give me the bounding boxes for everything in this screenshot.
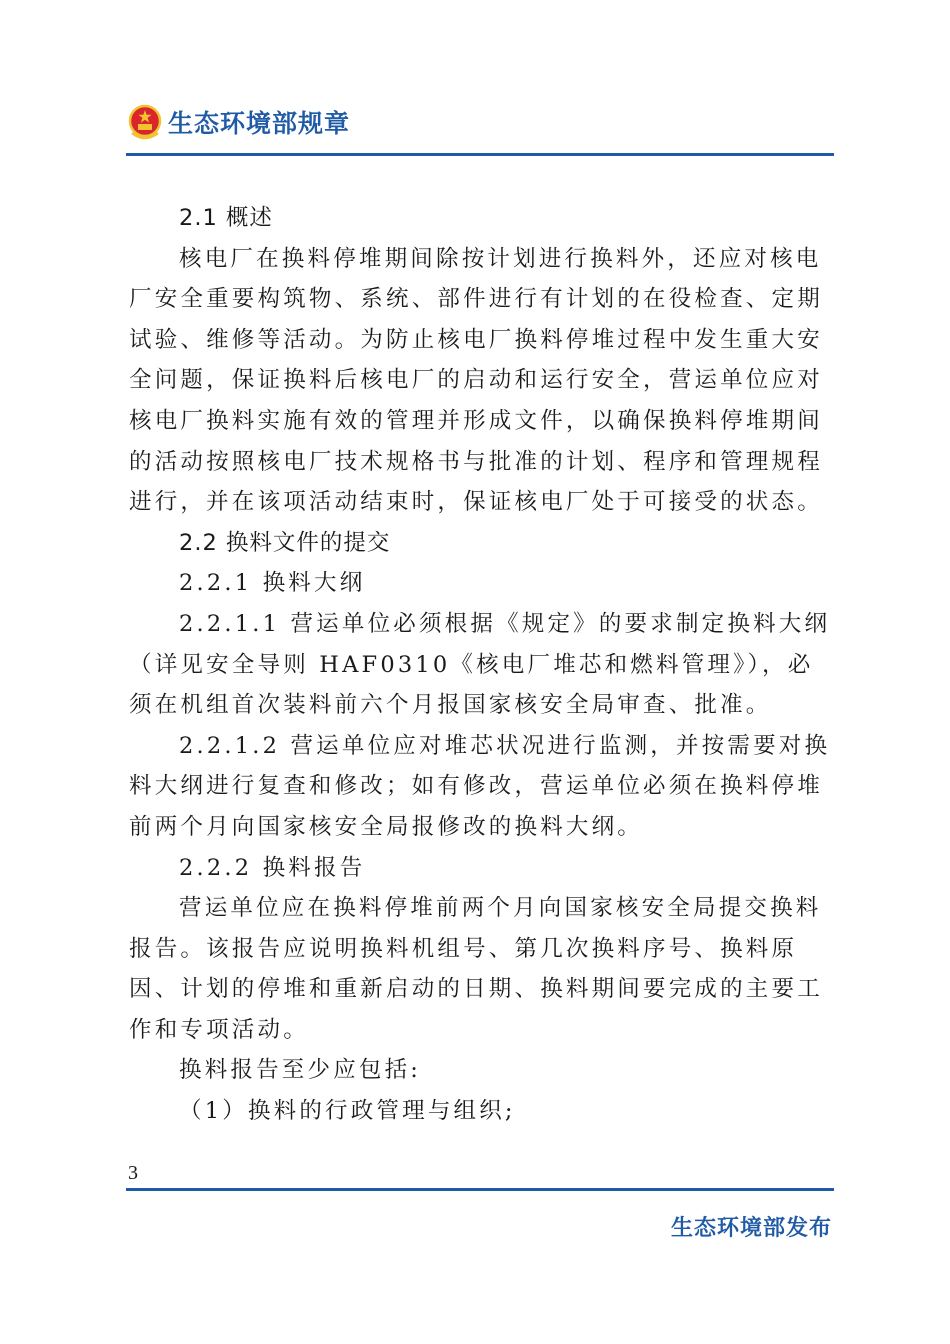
section-2-1-heading: 2.1 概述 [179, 205, 273, 231]
page-number: 3 [128, 1162, 138, 1184]
report-includes-intro: 换料报告至少应包括: [179, 1057, 422, 1084]
national-emblem-icon [128, 103, 162, 141]
clause-2-2-1-2: 2.2.1.2 营运单位应对堆芯状况进行监测，并按需要对换料大纲进行复查和修改；如有修改，营运单位必须在换料停堆前两个月向国家核安全局报修改的换料大纲。 [129, 732, 831, 840]
section-2-1-paragraph: 核电厂在换料停堆期间除按计划进行换料外，还应对核电厂安全重要构筑物、系统、部件进行有计划的在役检查、定期试验、维修等活动。为防止核电厂换料停堆过程中发生重大安全问题，保证换料后核电厂的启动和运行安全，营运单位应对核电厂换料实施有效的管理并形成文件，以确保换料停堆期间的活动按照核电厂技术规格书与批准的计划、程序和管理规程进行，并在该项活动结束时，保证核电厂处于可接受的状态。 [129, 245, 823, 516]
section-2-2-2-paragraph: 营运单位应在换料停堆前两个月向国家核安全局提交换料报告。该报告应说明换料机组号、第几次换料序号、换料原因、计划的停堆和重新启动的日期、换料期间要完成的主要工作和专项活动。 [129, 895, 823, 1043]
section-2-2-2-heading: 2.2.2 换料报告 [179, 854, 366, 881]
document-body [129, 198, 835, 1132]
header-title: 生态环境部规章 [168, 109, 351, 138]
clause-2-2-1-1: 2.2.1.1 营运单位必须根据《规定》的要求制定换料大纲（详见安全导则 HAF0310《核电厂堆芯和燃料管理》），必须在机组首次装料前六个月报国家核安全局审查、批准。 [129, 610, 831, 719]
footer-divider [126, 1188, 834, 1191]
section-2-2-1-heading: 2.2.1 换料大纲 [179, 570, 366, 597]
list-item-1: （1）换料的行政管理与组织; [179, 1098, 516, 1125]
header-divider [126, 153, 834, 156]
page-header [128, 96, 350, 148]
section-2-2-heading: 2.2 换料文件的提交 [179, 529, 391, 556]
footer-publisher: 生态环境部发布 [670, 1216, 832, 1241]
